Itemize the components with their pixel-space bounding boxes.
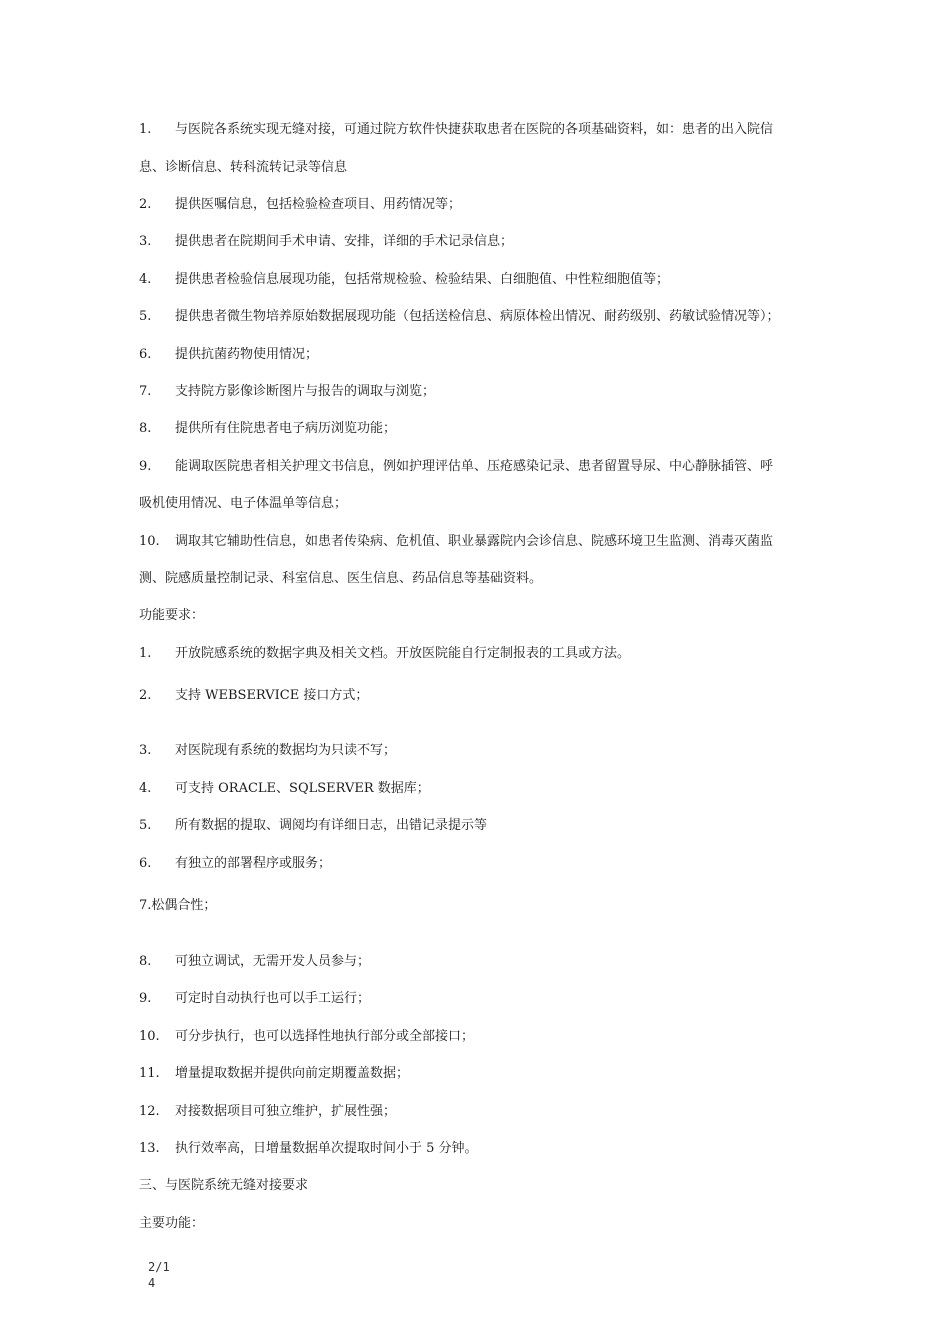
item-number: 2. <box>139 197 152 212</box>
item-number: 6. <box>139 856 152 871</box>
item-number: 1. <box>139 122 152 137</box>
item-number: 3. <box>139 743 152 758</box>
item-text: 提供患者检验信息展现功能，包括常规检验、检验结果、白细胞值、中性粒细胞值等； <box>175 272 670 287</box>
item-number: 4. <box>139 272 152 287</box>
list-item <box>139 781 430 797</box>
item-number: 9. <box>139 459 152 474</box>
item-text: 对接数据项目可独立维护，扩展性强； <box>175 1104 397 1119</box>
item-text: 支持院方影像诊断图片与报告的调取与浏览； <box>175 384 436 399</box>
item-number: 10. <box>139 534 160 549</box>
item-text: 可独立调试，无需开发人员参与； <box>175 954 371 969</box>
list-item <box>139 534 773 550</box>
item-number: 7. <box>139 384 152 399</box>
item-text: 有独立的部署程序或服务； <box>175 856 332 871</box>
item-text: 对医院现有系统的数据均为只读不写； <box>175 743 397 758</box>
item-text: 测、院感质量控制记录、科室信息、医生信息、药品信息等基础资料。 <box>139 571 543 586</box>
list-item-continuation <box>139 496 347 512</box>
item-text: 执行效率高，日增量数据单次提取时间小于 5 分钟。 <box>175 1141 478 1156</box>
item-text: 提供患者在院期间手术申请、安排，详细的手术记录信息； <box>175 234 514 249</box>
list-item <box>139 384 435 400</box>
item-text: 提供抗菌药物使用情况； <box>175 347 319 362</box>
list-item <box>139 122 773 138</box>
item-text: 能调取医院患者相关护理文书信息，例如护理评估单、压疮感染记录、患者留置导尿、中心静脉插管、呼 <box>175 459 774 474</box>
item-number: 8. <box>139 421 152 436</box>
list-item <box>139 743 396 759</box>
list-item-continuation <box>139 160 347 176</box>
list-item <box>139 991 370 1007</box>
item-text: 提供所有住院患者电子病历浏览功能； <box>175 421 397 436</box>
item-text: 7.松偶合性； <box>139 898 217 913</box>
item-text: 支持 WEBSERVICE 接口方式； <box>175 688 369 703</box>
list-item <box>139 954 370 970</box>
page-number <box>148 1259 170 1291</box>
list-item <box>139 234 513 250</box>
section-heading: 三、与医院系统无缝对接要求 <box>139 1178 309 1193</box>
list-item <box>139 1066 409 1082</box>
list-item <box>139 818 487 834</box>
item-number: 13. <box>139 1141 160 1156</box>
item-number: 8. <box>139 954 152 969</box>
item-text: 调取其它辅助性信息，如患者传染病、危机值、职业暴露院内会诊信息、院感环境卫生监测、消毒灭菌监 <box>175 534 774 549</box>
item-number: 5. <box>139 309 152 324</box>
item-text: 息、诊断信息、转科流转记录等信息 <box>139 160 348 175</box>
list-item <box>139 1104 396 1120</box>
item-number: 6. <box>139 347 152 362</box>
list-item <box>139 898 216 914</box>
item-text: 开放院感系统的数据字典及相关文档。开放医院能自行定制报表的工具或方法。 <box>175 646 631 661</box>
page-number-line: 2/1 <box>148 1260 170 1274</box>
list-item-continuation <box>139 571 542 587</box>
item-text: 提供医嘱信息，包括检验检查项目、用药情况等； <box>175 197 462 212</box>
list-item <box>139 459 773 475</box>
item-number: 1. <box>139 646 152 661</box>
section-heading: 主要功能： <box>139 1216 205 1231</box>
list-item <box>139 197 461 213</box>
page-number-line: 4 <box>148 1276 156 1290</box>
list-item <box>139 688 368 704</box>
item-text: 提供患者微生物培养原始数据展现功能（包括送检信息、病原体检出情况、耐药级别、药敏试验情况等）； <box>175 309 780 324</box>
item-text: 可分步执行，也可以选择性地执行部分或全部接口； <box>175 1029 475 1044</box>
item-number: 5. <box>139 818 152 833</box>
list-item <box>139 309 780 325</box>
item-number: 12. <box>139 1104 160 1119</box>
item-number: 11. <box>139 1066 160 1081</box>
item-number: 2. <box>139 688 152 703</box>
list-item <box>139 347 318 363</box>
list-item <box>139 1029 474 1045</box>
list-item <box>139 1141 478 1157</box>
list-item <box>139 856 331 872</box>
item-text: 所有数据的提取、调阅均有详细日志，出错记录提示等 <box>175 818 488 833</box>
item-number: 4. <box>139 781 152 796</box>
item-number: 3. <box>139 234 152 249</box>
item-text: 可定时自动执行也可以手工运行； <box>175 991 371 1006</box>
item-text: 可支持 ORACLE、SQLSERVER 数据库； <box>175 781 430 796</box>
list-item <box>139 272 669 288</box>
section-heading: 功能要求： <box>139 608 205 623</box>
item-text: 与医院各系统实现无缝对接，可通过院方软件快捷获取患者在医院的各项基础资料，如：患者的出入院信 <box>175 122 774 137</box>
item-text: 吸机使用情况、电子体温单等信息； <box>139 496 348 511</box>
item-number: 9. <box>139 991 152 1006</box>
list-item <box>139 421 396 437</box>
list-item <box>139 646 630 662</box>
item-number: 10. <box>139 1029 160 1044</box>
item-text: 增量提取数据并提供向前定期覆盖数据； <box>175 1066 410 1081</box>
